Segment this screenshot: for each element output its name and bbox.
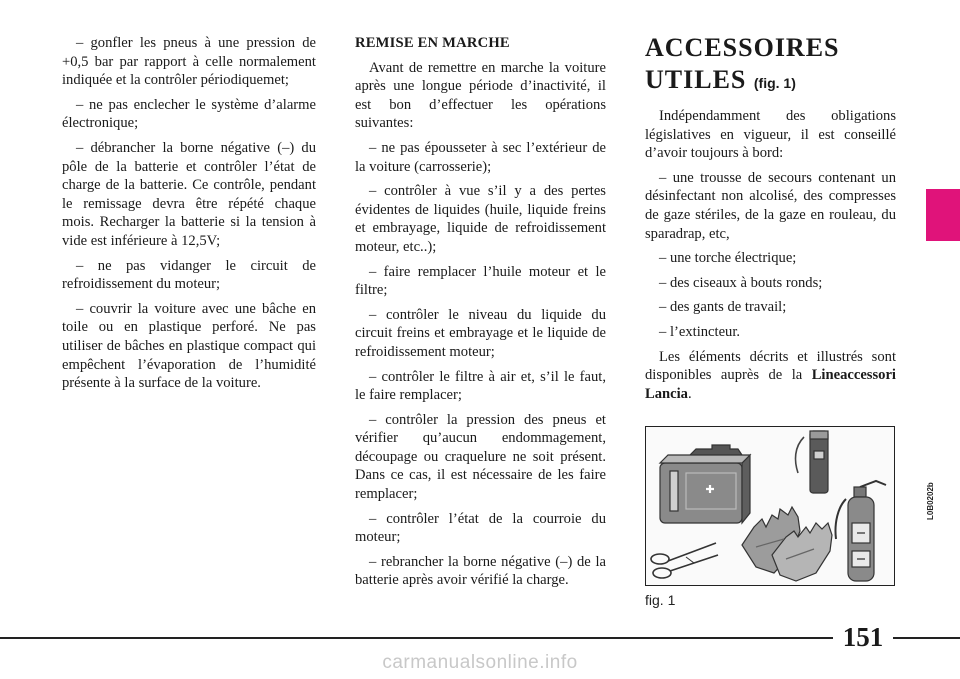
- page-number: 151: [833, 619, 893, 655]
- fire-extinguisher-icon: [835, 481, 886, 581]
- paragraph: Avant de remettre en marche la voiture après une longue période d’inactivité, il est bon d’effectuer les opérations suivantes:: [355, 59, 606, 132]
- scissors-icon: [651, 543, 718, 578]
- paragraph: – des ciseaux à bouts ronds;: [659, 274, 823, 291]
- paragraph-final: Les éléments décrits et illustrés sont disponibles auprès de la Lineaccessori Lancia.: [645, 348, 896, 402]
- paragraph: – des gants de travail;: [659, 299, 787, 316]
- section-tab-marker: [926, 189, 960, 241]
- footer-divider: [0, 637, 960, 639]
- figure-caption: fig. 1: [645, 592, 676, 608]
- paragraph: – une trousse de secours contenant un désinfectant non alcolisé, des compresses de gaze stériles, de la gaze en rouleau, du sparadrap, etc,: [645, 169, 896, 242]
- paragraph: – contrôler l’état de la courroie du moteur;: [355, 510, 606, 546]
- title-figure-ref: (fig. 1): [753, 75, 796, 91]
- paragraph: – contrôler la pression des pneus et vérifier qu’aucun endommagement, découpage ou craquelure ne soit présent. Dans ce cas, il est nécessaire de les faire remplacer;: [355, 411, 606, 503]
- flashlight-icon: [796, 431, 828, 493]
- figure-illustration: [645, 426, 895, 586]
- title-line-2: UTILES: [645, 65, 747, 94]
- column-middle: [355, 34, 606, 596]
- work-gloves-icon: [742, 507, 832, 581]
- paragraph: – rebrancher la borne négative (–) de la batterie après avoir vérifié la charge.: [355, 553, 606, 589]
- watermark: carmanualsonline.info: [382, 652, 578, 673]
- paragraph: Indépendamment des obligations législatives en vigueur, il est conseillé d’avoir toujours à bord:: [645, 108, 896, 162]
- paragraph: – contrôler le niveau du liquide du circuit freins et embrayage et le liquide de refroidissement moteur;: [355, 306, 606, 360]
- paragraph: – faire remplacer l’huile moteur et le filtre;: [355, 263, 606, 299]
- column-right: [645, 32, 896, 409]
- first-aid-kit-icon: [660, 445, 750, 523]
- paragraph: – ne pas épousseter à sec l’extérieur de la voiture (carrosserie);: [355, 139, 606, 175]
- section-title: [645, 32, 896, 99]
- paragraph: – débrancher la borne négative (–) du pôle de la batterie et contrôler l’état de charge de la batterie. Ce contrôle, pendant le remissage devra être répété chaque mois. Recharger la batterie si la tension à vide est inférieure à 12,5V;: [62, 139, 316, 249]
- section-heading: REMISE EN MARCHE: [355, 35, 510, 51]
- paragraph: – ne pas vidanger le circuit de refroidissement du moteur;: [62, 257, 316, 293]
- paragraph: – contrôler à vue s’il y a des pertes évidentes de liquides (huile, liquide freins et embrayage, liquide de refroidissement moteur, etc..);: [355, 183, 606, 255]
- paragraph: – gonfler les pneus à une pression de +0,5 bar par rapport à celle normalement indiquée et la contrôler périodiquemet;: [62, 35, 316, 89]
- paragraph: – contrôler le filtre à air et, s’il le faut, le faire remplacer;: [355, 368, 606, 404]
- brand-name: Lineaccessori Lancia: [645, 367, 896, 402]
- paragraph: – ne pas enclecher le système d’alarme électronique;: [62, 96, 316, 132]
- paragraph: – couvrir la voiture avec une bâche en toile ou en plastique perforé. Ne pas utiliser de bâches en plastique compact qui empêchent l’évaporation de l’humidité présente à la surface de la voiture.: [62, 300, 316, 392]
- paragraph: – une torche électrique;: [659, 250, 797, 267]
- paragraph: – l’extincteur.: [659, 323, 741, 340]
- title-line-1: ACCESSOIRES: [645, 33, 840, 62]
- column-left: [62, 34, 316, 399]
- figure-code: L0B0202b: [926, 482, 935, 520]
